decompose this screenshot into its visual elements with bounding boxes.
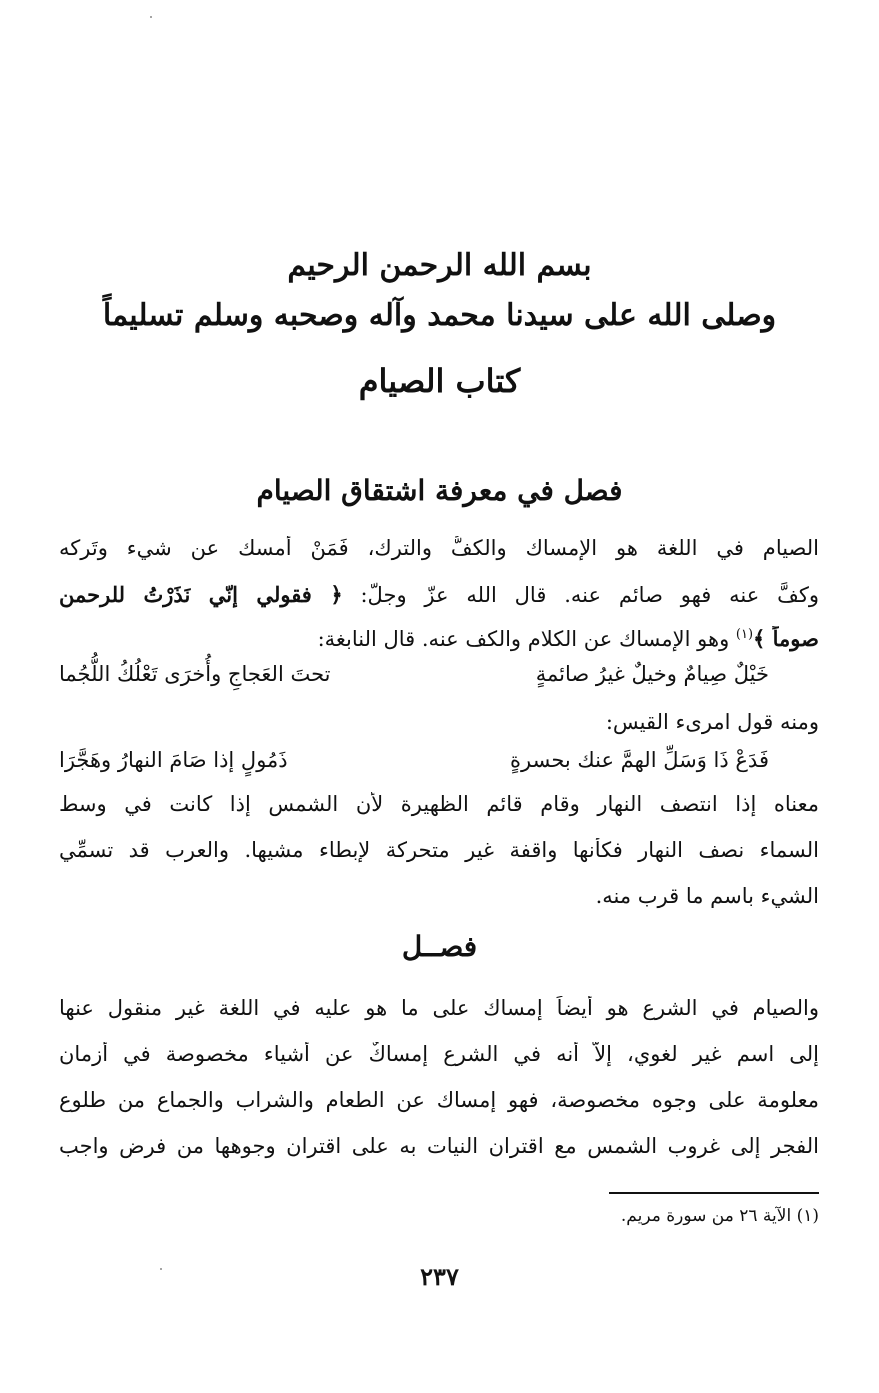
footnote-divider [609,1192,819,1194]
paragraph-line: السماء نصف النهار فكأنها واقفة غير متحركة لإبطاء مشيها. والعرب قد تسمِّي [59,838,819,862]
quran-quote-end: صوماً ﴾ [753,626,819,651]
scan-speck [150,16,152,18]
paragraph-line: والصيام في الشرعِ هو أيضاً إمساك على ما هو عليه في اللغة غير منقول عنها [59,996,819,1020]
paragraph-line: الفجر إلى غروب الشمس مع اقتران النيات به على اقتران وجوهها من فرض واجب [59,1134,819,1158]
salawat-heading: وصلى الله على سيدنا محمد وآله وصحبه وسلم تسليماً [102,298,777,333]
book-title: كتاب الصيام [358,362,521,400]
paragraph-line: الصيام في اللغة هو الإمساك والكفُّ والترك، فَمَنْ أمسك عن شيء وتَركه [59,536,819,560]
quran-quote: ﴿ فقولي إنّي نَذَرْتُ للرحمن [59,582,343,607]
footnote: (١) الآية ٢٦ من سورة مريم. [620,1206,819,1226]
basmala-heading: بسم الله الرحمن الرحيم [287,248,592,283]
paragraph-line: معناه إذا انتصف النهار وقام قائم الظهيرة لأن الشمس إذا كانت في وسط [59,792,819,816]
section-title-fasl: فصــل [401,930,478,963]
paragraph-line [59,626,819,652]
paragraph-line: الشيء باسم ما قرب منه. [595,884,819,908]
verse-second-hemistich: ذَمُولٍ إذا صَامَ النهارُ وهَجَّرَا [59,748,288,772]
paragraph-text: وهو الإمساك عن الكلام والكف عنه. قال النابغة: [317,627,730,651]
section-title-etymology: فصل في معرفة اشتقاق الصيام [256,474,623,507]
page-number: ٢٣٧ [420,1262,459,1291]
poetry-verse-imru-al-qais [59,748,819,788]
scan-speck [160,1268,162,1270]
paragraph-line: معلومة على وجوه مخصوصة، فهو إمساك عن الطعام والشراب والجماع من طلوع [59,1088,819,1112]
paragraph-line: ومنه قول امرىء القيس: [605,710,819,734]
poetry-verse-nabigha [59,662,819,702]
verse-first-hemistich: فَدَعْ ذَا وَسَلِّ الهمَّ عنك بحسرةٍ [510,748,769,772]
paragraph-line: إلى اسم غير لغوي، إلاّ أنه في الشرع إمساكٌ عن أشياء مخصوصة في أزمان [59,1042,819,1066]
verse-second-hemistich: تحتَ العَجاجِ وأُخرَى تَعْلُكُ اللُّجُما [59,662,331,686]
paragraph-line [59,582,819,608]
verse-first-hemistich: خَيْلٌ صِيامٌ وخيلٌ غيرُ صائمةٍ [535,662,769,686]
paragraph-text: وكفَّ عنه فهو صائم عنه. قال الله عزّ وجلّ: [360,583,819,607]
footnote-marker: (١) [735,627,754,642]
